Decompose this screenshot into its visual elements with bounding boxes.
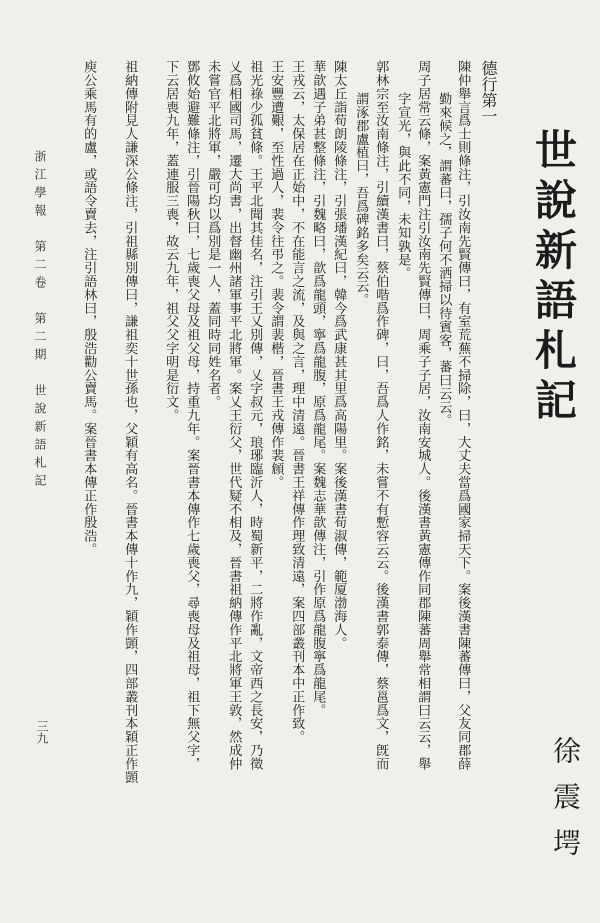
section-heading: 德行第一	[479, 60, 498, 124]
article-title: 世說新語札記	[529, 128, 578, 428]
body-line: 祖光祿少孤貧條。王平北聞其佳名，注引王乂別傳，乂字叔元，琅琊臨沂人，時蜀新平，二將作亂，文帝西之長安，乃徵	[247, 60, 263, 771]
body-line: 陳仲舉言爲士則條注，引汝南先賢傳曰，有室荒蕪不掃除，曰，大丈夫當爲國家掃天下。案後漢書陳蕃傳曰，父友同郡薛	[455, 60, 471, 771]
body-line: 王安豐遭艱，至性過人，裴令往弔之。裴令謂裴楷，晉書王戎傳作裴頠。	[268, 60, 284, 489]
body-line: 下云居喪九年，蓋連服三喪，故云九年，祖父父字明是衍文。	[163, 60, 179, 422]
body-line: 陳太丘詣荀朗陵條注，引張璠漢紀曰，韓今爲武康甚其里爲高陽里。案後漢書荀淑傳，範厦渤海人。	[331, 60, 347, 650]
body-line: 庾公乘馬有的盧，或語令賣去，注引語林曰，殷浩勸公賣馬。案晉書本傳正作殷浩。	[81, 60, 97, 556]
body-line: 王戎云，太保居在正始中，不在能言之流，及與之言，理中清遠。晉書王祥傳作理致清遠，案四部叢刊本中正作致。	[289, 60, 305, 744]
body-line: 郭林宗至汝南條注，引續漢書曰，蔡伯喈爲作碑，曰，吾爲人作銘，未嘗不有慙容云云。後漢書郭泰傳，蔡邕爲文，旣而	[373, 60, 389, 771]
body-line: 未嘗官平北將軍，嚴可均以爲別是一人，蓋同時同姓名者。	[205, 60, 221, 409]
body-line: 勤來候之，謂蕃曰，孺子何不洒掃以待賓客，蕃曰云云。	[436, 92, 452, 427]
body-line: 華歆遇子弟甚整條注，引魏略曰，歆爲龍頭，寧爲龍腹，原爲龍尾。案魏志華歆傳注，引作原爲龍腹寧爲龍尾。	[310, 60, 326, 717]
body-line: 謂涿郡盧植曰，吾爲碑銘多矣云云。	[353, 92, 369, 307]
article-author: 徐震堮	[549, 736, 582, 874]
body-line: 鄧攸始避難條注，引晉陽秋曰，七歲喪父母及祖父母，持重九年。案晉書本傳作七歲喪父，尋喪母及祖母，祖下無父字，	[184, 60, 200, 771]
body-line: 周子居常云條，案黃憲門注引汝南先賢傳曰，周乘子子居，汝南安城人。後漢書黃憲傳作同郡陳蕃周舉常相謂曰云云，舉	[415, 60, 431, 771]
body-line: 乂爲相國司馬，遷大尚書，出督幽州諸軍事平北將軍。案乂王衍父，世代疑不相及，晉書祖納傳作平北將軍王敦，然成仲	[226, 60, 242, 771]
body-line: 祖納傳附見人謙深公條注，引祖縣別傳曰，謙祖奕十世孫也，父穎有高名。晉書本傳十作九，穎作顗，四部叢刊本穎正作顗	[122, 60, 138, 784]
journal-footer: 浙江學報 第二卷 第二期 世說新語札記	[33, 150, 47, 492]
page-number: 三九	[35, 720, 49, 744]
body-line: 字宣光，與此不同，未知孰是。	[395, 92, 411, 280]
